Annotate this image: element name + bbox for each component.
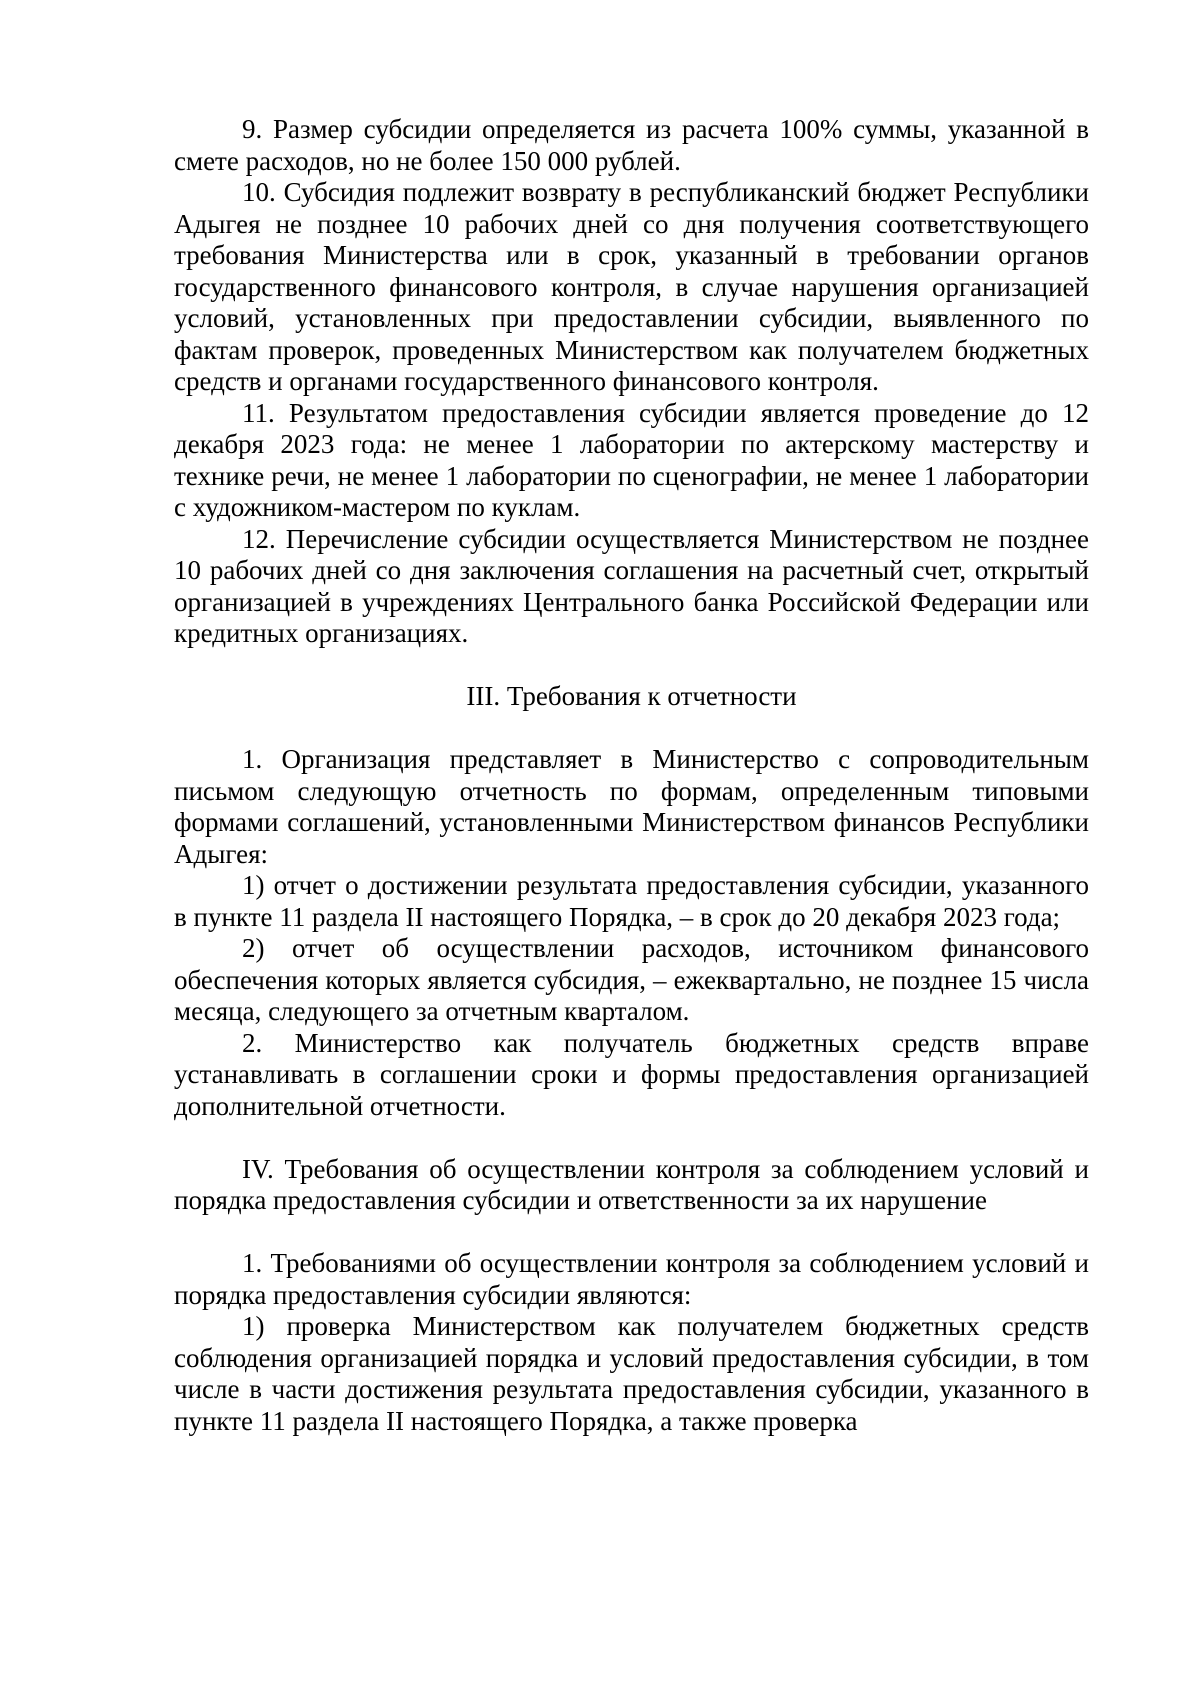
paragraph-12: 12. Перечисление субсидии осуществляется Министерством не позднее 10 рабочих дней со дня заключения соглашения на расчетный счет, открытый организацией в учреждениях Центрального банка Российской Федерации или кредитных организациях. bbox=[174, 523, 1089, 648]
paragraph-11: 11. Результатом предоставления субсидии является проведение до 12 декабря 2023 года: не менее 1 лаборатории по актерскому мастерству и технике речи, не менее 1 лаборатории по сценографии, не менее 1 лаборатории с художником-мастером по куклам. bbox=[174, 397, 1089, 522]
section-3-paragraph-1: 1. Организация представляет в Министерство с сопроводительным письмом следующую отчетность по формам, определенным типовыми формами соглашений, установленными Министерством финансов Республики Адыгея: bbox=[174, 744, 1089, 869]
section-4-heading: IV. Требования об осуществлении контроля за соблюдением условий и порядка предоставления субсидии и ответственности за их нарушение bbox=[174, 1153, 1089, 1215]
section-3-heading: III. Требования к отчетности bbox=[466, 681, 797, 711]
document-body bbox=[174, 114, 1089, 1437]
spacer bbox=[174, 713, 1089, 745]
section-4-paragraph-1: 1. Требованиями об осуществлении контроля за соблюдением условий и порядка предоставления субсидии являются: bbox=[174, 1248, 1089, 1310]
spacer bbox=[174, 1122, 1089, 1154]
section-3-subitem-1: 1) отчет о достижении результата предоставления субсидии, указанного в пункте 11 раздела II настоящего Порядка, – в срок до 20 декабря 2023 года; bbox=[174, 870, 1089, 932]
section-4-subitem-1: 1) проверка Министерством как получателем бюджетных средств соблюдения организацией порядка и условий предоставления субсидии, в том числе в части достижения результата предоставления субсидии, указанного в пункте 11 раздела II настоящего Порядка, а также проверка bbox=[174, 1311, 1089, 1436]
spacer bbox=[174, 650, 1089, 682]
paragraph-10: 10. Субсидия подлежит возврату в республиканский бюджет Республики Адыгея не позднее 10 рабочих дней со дня получения соответствующего требования Министерства или в срок, указанный в требовании органов государственного финансового контроля, в случае нарушения организацией условий, установленных при предоставлении субсидии, выявленного по фактам проверок, проведенных Министерством как получателем бюджетных средств и органами государственного финансового контроля. bbox=[174, 177, 1089, 396]
section-3-subitem-2: 2) отчет об осуществлении расходов, источником финансового обеспечения которых является субсидия, – ежеквартально, не позднее 15 числа месяца, следующего за отчетным кварталом. bbox=[174, 933, 1089, 1026]
spacer bbox=[174, 1217, 1089, 1249]
section-3-paragraph-2: 2. Министерство как получатель бюджетных средств вправе устанавливать в соглашении сроки и формы предоставления организацией дополнительной отчетности. bbox=[174, 1027, 1089, 1121]
paragraph-9: 9. Размер субсидии определяется из расчета 100% суммы, указанной в смете расходов, но не более 150 000 рублей. bbox=[174, 114, 1089, 176]
